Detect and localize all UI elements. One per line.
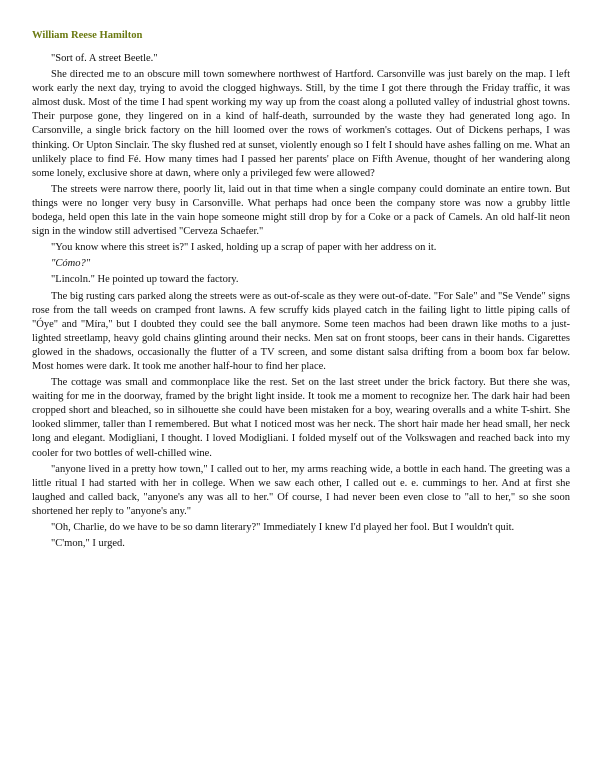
- paragraph: "Oh, Charlie, do we have to be so damn literary?" Immediately I knew I'd played her fool. But I wouldn't quit.: [51, 522, 515, 533]
- paragraph: The big rusting cars parked along the streets were as out-of-scale as they were out-of-date. "For Sale" and "Se Vende" signs rose from the tall weeds on cramped front lawns. A few scruffy kids played catch in the failing light to little piping calls of "Óye" and "Míra," but I doubted they could see the ball anymore. Some teen machos had been drawn like moths to a just-lighted streetlamp, heavy gold chains glinting around their necks. Men sat on front stoops, beer cans in their hands. Cigarettes glowed in the shadows, occasionally the flutter of a TV screen, and some distant salsa drifting from a boom box far below. Most homes were dark. It took me another half-hour to find her place.: [32, 290, 570, 372]
- paragraph: "Lincoln." He pointed up toward the factory.: [51, 274, 239, 286]
- body-text: [32, 52, 570, 553]
- paragraph: "C'mon," I urged.: [51, 538, 125, 550]
- paragraph: "anyone lived in a pretty how town," I called out to her, my arms reaching wide, a bottle in each hand. The greeting was a little ritual I had started with her in college. When we saw each other, I called out e. e. cummings to her. And at first she laughed and called back, "anyone's any was all to her." Of course, I had never been even close to "all to her," so she soon shortened her reply to "anyone's any.": [32, 463, 570, 517]
- paragraph: She directed me to an obscure mill town somewhere northwest of Hartford. Carsonville was just barely on the map. I left work early the next day, trying to avoid the clogged highways. Still, by the time I got there through the Friday traffic, it was almost dusk. Most of the time I had spent working my way up from the coast along a polluted valley of industrial ghost towns. Their purpose gone, they lingered on in a kind of half-death, surrounded by the waste they had generated long ago. In Carsonville, a single brick factory on the hill loomed over the rows of workmen's cottages. Out of Dickens perhaps, I was thinking. Or Upton Sinclair. The sky flushed red at sunset, violently enough so I felt I should have ashes falling on me. What an unlikely place to find Fé. How many times had I passed her parents' place on Fifth Avenue, thought of her wandering along some lonely, exclusive shore at dawn, where only a privileged few were allowed?: [32, 69, 570, 179]
- paragraph: "Cómo?": [51, 258, 91, 270]
- running-header-author: William Reese Hamilton: [32, 30, 143, 41]
- paragraph: The cottage was small and commonplace like the rest. Set on the last street under the brick factory. But there she was, waiting for me in the doorway, framed by the bright light inside. It took me a moment to recognize her. The dark hair had been cropped short and bleached, so in silhouette she could have been mistaken for a boy, wearing overalls and a white T-shirt. She looked slimmer, taller than I remembered. But what I noticed most was her neck. The short hair made her head small, her neck long and elegant. Modigliani, I thought. I loved Modigliani. I folded myself out of the Volkswagen and reached back into my cooler for two bottles of well-chilled wine.: [32, 377, 570, 459]
- paragraph: "You know where this street is?" I asked, holding up a scrap of paper with her address on it.: [51, 242, 437, 254]
- paragraph: "Sort of. A street Beetle.": [51, 53, 158, 64]
- paragraph: The streets were narrow there, poorly lit, laid out in that time when a single company could dominate an entire town. But things were no longer very busy in Carsonville. What perhaps had once been the company store was now a grubby little bodega, held open this late in the vain hope someone might still drop by for a Coke or a pack of Camels. An old half-lit neon sign in the window still advertised "Cerveza Schaefer.": [32, 183, 570, 238]
